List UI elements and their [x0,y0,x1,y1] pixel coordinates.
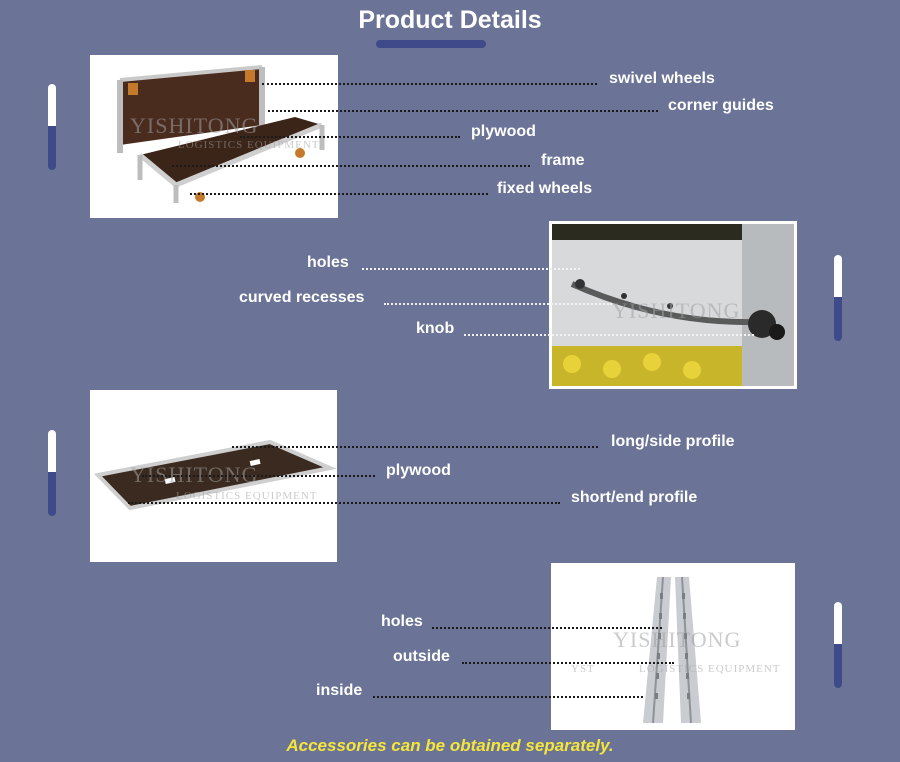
leader-holes-1 [362,268,580,270]
leader-fixed-wheels [190,193,488,195]
side-indicator-1 [48,84,56,170]
label-long-side-profile: long/side profile [611,433,735,450]
leader-plywood-2 [142,475,375,477]
product-photo-corner-guide [549,221,797,389]
leader-swivel-wheels [262,83,597,85]
label-plywood-2: plywood [386,462,451,479]
label-frame: frame [541,152,585,169]
label-knob: knob [416,320,455,337]
watermark-brand: YISHITONG [130,113,259,138]
label-inside: inside [316,682,363,699]
leader-knob [464,334,754,336]
label-plywood-1: plywood [471,123,536,140]
page-title: Product Details [358,6,542,34]
leader-short-end-profile [128,502,560,504]
leader-curved-recesses [384,303,612,305]
footer-note: Accessories can be obtained separately. [286,736,614,755]
leader-frame [172,165,530,167]
watermark-sub: LOGISTICS EQUIPMENT [178,139,320,151]
leader-corner-guides [268,110,658,112]
label-corner-guides: corner guides [668,97,774,114]
watermark-mark-4: YST [571,663,595,675]
label-short-end-profile: short/end profile [571,489,698,506]
leader-holes-2 [432,627,662,629]
title-underline [376,40,486,48]
product-photo-rail [551,563,795,730]
side-indicator-3 [48,430,56,516]
watermark-brand-2: YISHITONG [612,298,741,323]
leader-outside [462,662,674,664]
label-holes-2: holes [381,613,423,630]
label-curved-recesses: curved recesses [239,289,365,306]
watermark-sub-3: LOGISTICS EQUIPMENT [176,490,318,502]
watermark-brand-4: YISHITONG [613,627,742,652]
leader-inside [373,696,643,698]
watermark-sub-4: LOGISTICS EQUIPMENT [639,663,781,675]
side-indicator-2 [834,255,842,341]
leader-plywood-1 [240,136,460,138]
label-swivel-wheels: swivel wheels [609,70,715,87]
label-fixed-wheels: fixed wheels [497,180,593,197]
label-holes-1: holes [307,254,349,271]
leader-long-side-profile [232,446,598,448]
label-outside: outside [393,648,450,665]
watermark-brand-3: YISHITONG [130,462,259,487]
side-indicator-4 [834,602,842,688]
